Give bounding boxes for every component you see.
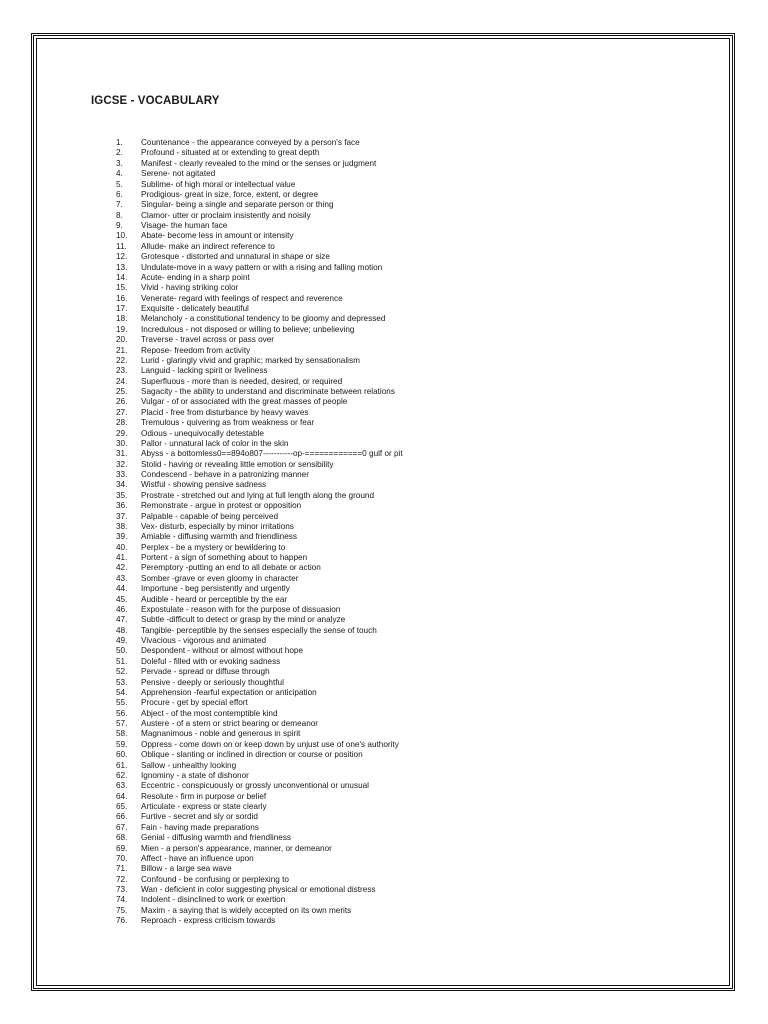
vocab-definition: Abate- become less in amount or intensity xyxy=(141,231,294,241)
vocab-number: 27. xyxy=(116,407,128,417)
vocab-item xyxy=(116,397,403,407)
vocab-definition: Confound - be confusing or perplexing to xyxy=(141,874,289,884)
vocab-item xyxy=(116,148,403,158)
vocab-definition: Traverse - travel across or pass over xyxy=(141,335,275,345)
vocab-number: 9. xyxy=(116,221,123,230)
vocab-definition: Sublime- of high moral or intellectual value xyxy=(141,179,296,189)
vocab-item xyxy=(116,595,403,605)
vocab-definition: Maxim - a saying that is widely accepted on its own merits xyxy=(141,905,352,915)
vocab-number: 20. xyxy=(116,335,128,345)
vocab-number: 69. xyxy=(116,843,128,853)
vocab-number: 41. xyxy=(116,553,128,562)
vocab-number: 35. xyxy=(116,490,128,500)
vocab-item xyxy=(116,657,403,667)
vocab-number: 65. xyxy=(116,802,128,811)
vocab-definition: Manifest - clearly revealed to the mind or the senses or judgment xyxy=(141,158,377,168)
vocab-number: 28. xyxy=(116,418,128,428)
vocab-definition: Melancholy - a constitutional tendency to be gloomy and depressed xyxy=(141,314,386,324)
vocab-item xyxy=(116,221,403,231)
vocab-definition: Somber -grave or even gloomy in character xyxy=(141,573,299,583)
vocab-definition: Vulgar - of or associated with the great masses of people xyxy=(141,397,348,407)
vocab-number: 7. xyxy=(116,200,123,210)
vocab-number: 42. xyxy=(116,563,128,573)
vocab-definition: Condescend - behave in a patronizing manner xyxy=(141,470,309,479)
vocab-definition: Portent - a sign of something about to happen xyxy=(141,553,308,562)
vocab-item xyxy=(116,543,403,553)
vocab-number: 15. xyxy=(116,283,128,293)
vocab-number: 36. xyxy=(116,501,128,511)
vocab-number: 34. xyxy=(116,480,128,490)
vocab-item xyxy=(116,325,403,335)
vocab-item xyxy=(116,636,403,646)
vocab-number: 58. xyxy=(116,729,128,739)
vocab-number: 18. xyxy=(116,314,128,324)
vocab-item xyxy=(116,314,403,324)
vocab-item xyxy=(116,812,403,822)
vocab-definition: Austere - of a stern or strict bearing or demeanor xyxy=(141,719,319,728)
vocab-definition: Sagacity - the ability to understand and discriminate between relations xyxy=(141,387,395,396)
vocab-number: 74. xyxy=(116,895,128,905)
vocab-item xyxy=(116,377,403,387)
vocab-number: 64. xyxy=(116,791,128,801)
vocab-item xyxy=(116,646,403,656)
vocab-number: 73. xyxy=(116,885,128,894)
vocab-number: 40. xyxy=(116,542,128,552)
vocab-item xyxy=(116,470,403,480)
vocab-item xyxy=(116,501,403,511)
vocab-item xyxy=(116,387,403,397)
vocab-definition: Vivacious - vigorous and animated xyxy=(141,636,267,645)
vocab-number: 39. xyxy=(116,532,128,542)
vocab-item xyxy=(116,916,403,926)
vocab-item xyxy=(116,429,403,439)
vocab-definition: Eccentric - conspicuously or grossly unconventional or unusual xyxy=(141,781,370,791)
vocab-definition: Affect - have an influence upon xyxy=(141,853,254,863)
vocab-item xyxy=(116,366,403,376)
vocab-item xyxy=(116,895,403,905)
vocab-definition: Pallor - unnatural lack of color in the skin xyxy=(141,438,289,448)
vocab-definition: Palpable - capable of being perceived xyxy=(141,511,279,521)
vocab-definition: Vex- disturb, especially by minor irritations xyxy=(141,521,294,531)
vocab-item xyxy=(116,460,403,470)
vocab-definition: Mien - a person's appearance, manner, or demeanor xyxy=(141,843,332,853)
vocab-definition: Amiable - diffusing warmth and friendliness xyxy=(141,532,297,542)
vocab-number: 56. xyxy=(116,708,128,718)
vocab-definition: Fain - having made preparations xyxy=(141,822,259,832)
vocab-item xyxy=(116,169,403,179)
vocab-definition: Oppress - come down on or keep down by unjust use of one's authority xyxy=(141,739,399,749)
vocab-item xyxy=(116,678,403,688)
vocab-number: 48. xyxy=(116,625,128,635)
vocab-definition: Pensive - deeply or seriously thoughtful xyxy=(141,677,284,687)
vocab-number: 47. xyxy=(116,615,128,625)
vocab-number: 2. xyxy=(116,148,123,158)
vocab-number: 76. xyxy=(116,916,128,926)
vocab-definition: Apprehension -fearful expectation or anticipation xyxy=(141,687,317,697)
vocab-item xyxy=(116,200,403,210)
vocab-definition: Sallow - unhealthy looking xyxy=(141,760,237,770)
vocab-item xyxy=(116,792,403,802)
vocab-number: 43. xyxy=(116,573,128,583)
vocab-item xyxy=(116,802,403,812)
vocab-item xyxy=(116,719,403,729)
vocab-number: 38. xyxy=(116,521,128,531)
vocab-item xyxy=(116,294,403,304)
vocab-item xyxy=(116,698,403,708)
vocab-item xyxy=(116,854,403,864)
vocab-definition: Billow - a large sea wave xyxy=(141,864,232,874)
vocab-item xyxy=(116,263,403,273)
vocab-definition: Pervade - spread or diffuse through xyxy=(141,667,270,677)
vocab-item xyxy=(116,252,403,262)
vocab-item xyxy=(116,709,403,719)
vocab-definition: Abject - of the most contemptible kind xyxy=(141,708,278,718)
vocab-definition: Prodigious- great in size, force, extent, or degree xyxy=(141,189,319,199)
vocab-item xyxy=(116,418,403,428)
vocab-definition: Exquisite - delicately beautiful xyxy=(141,304,249,313)
vocab-definition: Allude- make an indirect reference to xyxy=(141,241,275,251)
vocab-number: 3. xyxy=(116,158,123,168)
vocab-item xyxy=(116,346,403,356)
vocab-definition: Audible - heard or perceptible by the ear xyxy=(141,594,288,604)
vocab-definition: Perplex - be a mystery or bewildering to xyxy=(141,542,286,552)
vocab-definition: Clamor- utter or proclaim insistently and noisily xyxy=(141,210,311,220)
vocab-item xyxy=(116,605,403,615)
vocab-definition: Despondent - without or almost without hope xyxy=(141,646,304,656)
vocab-definition: Reproach - express criticism towards xyxy=(141,916,276,926)
vocab-item xyxy=(116,512,403,522)
vocab-definition: Magnanimous - noble and generous in spirit xyxy=(141,729,301,739)
vocab-definition: Expostulate - reason with for the purpose of dissuasion xyxy=(141,604,341,614)
vocab-definition: Peremptory -putting an end to all debate or action xyxy=(141,563,321,573)
vocab-definition: Importune - beg persistently and urgently xyxy=(141,584,290,594)
vocab-number: 16. xyxy=(116,293,128,303)
vocab-definition: Articulate - express or state clearly xyxy=(141,802,267,811)
vocabulary-list xyxy=(116,138,403,927)
vocab-definition: Indolent - disinclined to work or exertion xyxy=(141,895,286,905)
vocab-number: 13. xyxy=(116,262,128,272)
vocab-item xyxy=(116,211,403,221)
vocab-definition: Tangible- perceptible by the senses especially the sense of touch xyxy=(141,625,377,635)
vocab-definition: Superfluous - more than is needed, desired, or required xyxy=(141,376,343,386)
vocab-number: 70. xyxy=(116,853,128,863)
vocab-number: 49. xyxy=(116,636,128,645)
vocab-item xyxy=(116,761,403,771)
vocab-definition: Genial - diffusing warmth and friendliness xyxy=(141,833,292,843)
vocab-item xyxy=(116,356,403,366)
vocab-item xyxy=(116,875,403,885)
vocab-item xyxy=(116,231,403,241)
vocab-definition: Procure - get by special effort xyxy=(141,698,248,708)
vocab-number: 14. xyxy=(116,272,128,282)
vocab-number: 22. xyxy=(116,355,128,365)
vocab-definition: Abyss - a bottomless0==894o807-----------op-============0 gulf or pit xyxy=(141,449,403,459)
vocab-number: 50. xyxy=(116,646,128,656)
vocab-item xyxy=(116,823,403,833)
vocab-number: 59. xyxy=(116,739,128,749)
vocab-item xyxy=(116,532,403,542)
vocab-definition: Doleful - filled with or evoking sadness xyxy=(141,656,281,666)
vocab-definition: Singular- being a single and separate person or thing xyxy=(141,200,334,210)
vocab-number: 61. xyxy=(116,760,128,770)
vocab-number: 60. xyxy=(116,750,128,760)
vocab-item xyxy=(116,781,403,791)
vocab-number: 26. xyxy=(116,397,128,407)
vocab-item xyxy=(116,885,403,895)
vocab-item xyxy=(116,574,403,584)
vocab-item xyxy=(116,304,403,314)
vocab-number: 53. xyxy=(116,677,128,687)
vocab-item xyxy=(116,283,403,293)
vocab-number: 66. xyxy=(116,812,128,822)
vocab-definition: Profound - situated at or extending to great depth xyxy=(141,148,320,158)
vocab-number: 30. xyxy=(116,438,128,448)
vocab-item xyxy=(116,138,403,148)
vocab-item xyxy=(116,553,403,563)
vocab-number: 29. xyxy=(116,428,128,438)
vocab-number: 8. xyxy=(116,210,123,220)
vocab-item xyxy=(116,180,403,190)
vocab-number: 33. xyxy=(116,470,128,479)
vocab-number: 23. xyxy=(116,366,128,376)
vocab-number: 1. xyxy=(116,138,123,147)
vocab-item xyxy=(116,242,403,252)
vocab-number: 32. xyxy=(116,459,128,469)
vocab-number: 68. xyxy=(116,833,128,843)
vocab-item xyxy=(116,480,403,490)
vocab-item xyxy=(116,771,403,781)
vocab-item xyxy=(116,729,403,739)
vocab-item xyxy=(116,335,403,345)
vocab-item xyxy=(116,190,403,200)
vocab-number: 54. xyxy=(116,687,128,697)
vocab-number: 11. xyxy=(116,241,127,251)
vocab-number: 46. xyxy=(116,604,128,614)
vocab-number: 25. xyxy=(116,387,128,396)
vocab-number: 51. xyxy=(116,656,128,666)
vocab-definition: Prostrate - stretched out and lying at full length along the ground xyxy=(141,490,375,500)
vocab-item xyxy=(116,833,403,843)
vocab-item xyxy=(116,491,403,501)
vocab-number: 72. xyxy=(116,874,128,884)
vocab-definition: Placid - free from disturbance by heavy waves xyxy=(141,407,309,417)
vocab-number: 63. xyxy=(116,781,128,791)
vocab-number: 21. xyxy=(116,345,128,355)
vocab-definition: Countenance - the appearance conveyed by a person's face xyxy=(141,138,360,147)
vocab-definition: Undulate-move in a wavy pattern or with a rising and falling motion xyxy=(141,262,383,272)
vocab-item xyxy=(116,864,403,874)
vocab-definition: Grotesque - distorted and unnatural in shape or size xyxy=(141,252,330,262)
vocab-item xyxy=(116,844,403,854)
vocab-number: 6. xyxy=(116,189,123,199)
document-title: IGCSE - VOCABULARY xyxy=(91,95,220,107)
vocab-number: 19. xyxy=(116,324,128,334)
vocab-definition: Odious - unequivocally detestable xyxy=(141,428,264,438)
vocab-definition: Ignominy - a state of dishonor xyxy=(141,770,249,780)
vocab-number: 55. xyxy=(116,698,128,708)
vocab-definition: Lurid - glaringly vivid and graphic; marked by sensationalism xyxy=(141,355,360,365)
vocab-number: 10. xyxy=(116,231,128,241)
vocab-definition: Acute- ending in a sharp point xyxy=(141,272,250,282)
vocab-item xyxy=(116,906,403,916)
vocab-number: 31. xyxy=(116,449,128,459)
vocab-number: 44. xyxy=(116,584,128,594)
vocab-definition: Venerate- regard with feelings of respect and reverence xyxy=(141,293,343,303)
vocab-number: 4. xyxy=(116,169,123,179)
vocab-definition: Remonstrate - argue in protest or opposition xyxy=(141,501,302,511)
vocab-item xyxy=(116,584,403,594)
vocab-definition: Repose- freedom from activity xyxy=(141,345,251,355)
vocab-number: 5. xyxy=(116,179,123,189)
vocab-definition: Visage- the human face xyxy=(141,221,228,230)
vocab-number: 37. xyxy=(116,511,128,521)
vocab-definition: Resolute - firm in purpose or belief xyxy=(141,791,267,801)
vocab-definition: Vivid - having striking color xyxy=(141,283,239,293)
vocab-definition: Serene- not agitated xyxy=(141,169,216,179)
vocab-definition: Furtive - secret and sly or sordid xyxy=(141,812,258,822)
vocab-definition: Languid - lacking spirit or liveliness xyxy=(141,366,268,376)
vocab-definition: Incredulous - not disposed or willing to believe; unbelieving xyxy=(141,324,355,334)
vocab-item xyxy=(116,563,403,573)
vocab-definition: Wan - deficient in color suggesting physical or emotional distress xyxy=(141,885,376,894)
vocab-number: 45. xyxy=(116,594,128,604)
vocab-number: 12. xyxy=(116,252,128,262)
vocab-number: 71. xyxy=(116,864,128,874)
vocab-item xyxy=(116,449,403,459)
vocab-definition: Oblique - slanting or inclined in direction or course or position xyxy=(141,750,363,760)
vocab-item xyxy=(116,615,403,625)
vocab-definition: Tremulous - quivering as from weakness or fear xyxy=(141,418,315,428)
vocab-item xyxy=(116,439,403,449)
vocab-number: 75. xyxy=(116,905,128,915)
vocab-definition: Stolid - having or revealing little emotion or sensibility xyxy=(141,459,334,469)
vocab-definition: Subtle -difficult to detect or grasp by the mind or analyze xyxy=(141,615,346,625)
vocab-definition: Wistful - showing pensive sadness xyxy=(141,480,267,490)
vocab-item xyxy=(116,408,403,418)
vocab-number: 67. xyxy=(116,822,128,832)
vocab-number: 17. xyxy=(116,304,128,313)
vocab-number: 24. xyxy=(116,376,128,386)
vocab-number: 62. xyxy=(116,770,128,780)
vocab-item xyxy=(116,688,403,698)
vocab-item xyxy=(116,740,403,750)
vocab-number: 57. xyxy=(116,719,128,728)
vocab-item xyxy=(116,667,403,677)
vocab-number: 52. xyxy=(116,667,128,677)
vocab-item xyxy=(116,522,403,532)
vocab-item xyxy=(116,273,403,283)
vocab-item xyxy=(116,159,403,169)
vocab-item xyxy=(116,626,403,636)
vocab-item xyxy=(116,750,403,760)
